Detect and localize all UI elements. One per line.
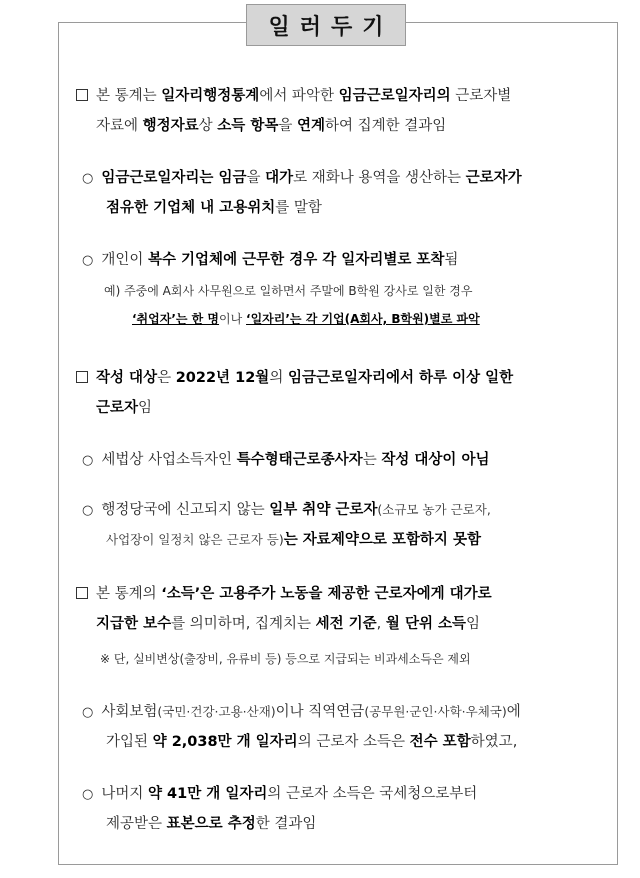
section-1-line-1: 본 통계는 일자리행정통계에서 파악한 임금근로일자리의 근로자별 xyxy=(76,84,511,105)
item-2-line-1: ○ 개인이 복수 기업체에 근무한 경우 각 일자리별로 포착됨 xyxy=(82,252,459,268)
item-4-line-1: ○ 행정당국에 신고되지 않는 일부 취약 근로자(소규모 농가 근로자, xyxy=(82,502,491,518)
square-bullet-icon xyxy=(76,371,88,383)
item-6-line-1: ○ 나머지 약 41만 개 일자리의 근로자 소득은 국세청으로부터 xyxy=(82,786,478,802)
item-5-line-2: 가입된 약 2,038만 개 일자리의 근로자 소득은 전수 포함하였고, xyxy=(106,734,518,750)
section-2-line-1: 작성 대상은 2022년 12월의 임금근로일자리에서 하루 이상 일한 xyxy=(76,366,513,387)
example-line-1: 예) 주중에 A회사 사무원으로 일하면서 주말에 B학원 강사로 일한 경우 xyxy=(104,284,473,298)
section-2-line-2: 근로자임 xyxy=(96,400,153,416)
square-bullet-icon xyxy=(76,89,88,101)
item-3-line-1: ○ 세법상 사업소득자인 특수형태근로종사자는 작성 대상이 아님 xyxy=(82,452,490,468)
circle-bullet-icon: ○ xyxy=(82,453,94,468)
circle-bullet-icon: ○ xyxy=(82,705,94,720)
item-1-line-2: 점유한 기업체 내 고용위치를 말함 xyxy=(106,200,322,216)
section-1-line-2: 자료에 행정자료상 소득 항목을 연계하여 집계한 결과임 xyxy=(96,118,447,134)
section-3-line-2: 지급한 보수를 의미하며, 집계치는 세전 기준, 월 단위 소득임 xyxy=(96,616,481,632)
item-1-line-1: ○ 임금근로일자리는 임금을 대가로 재화나 용역을 생산하는 근로자가 xyxy=(82,170,522,186)
circle-bullet-icon: ○ xyxy=(82,503,94,518)
circle-bullet-icon: ○ xyxy=(82,253,94,268)
square-bullet-icon xyxy=(76,587,88,599)
section-3-line-1: 본 통계의 ‘소득’은 고용주가 노동을 제공한 근로자에게 대가로 xyxy=(76,582,492,603)
page-title: 일러두기 xyxy=(246,4,406,46)
item-4-line-2: 사업장이 일정치 않은 근로자 등)는 자료제약으로 포함하지 못함 xyxy=(106,532,481,548)
section-3-note: ※ 단, 실비변상(출장비, 유류비 등) 등으로 지급되는 비과세소득은 제외 xyxy=(100,652,471,666)
circle-bullet-icon: ○ xyxy=(82,787,94,802)
item-6-line-2: 제공받은 표본으로 추정한 결과임 xyxy=(106,816,317,832)
example-line-2: ‘취업자’는 한 명이나 ‘일자리’는 각 기업(A회사, B학원)별로 파악 xyxy=(132,312,480,326)
item-5-line-1: ○ 사회보험(국민·건강·고용·산재)이나 직역연금(공무원·군인·사학·우체국)에 xyxy=(82,704,521,720)
circle-bullet-icon: ○ xyxy=(82,171,94,186)
